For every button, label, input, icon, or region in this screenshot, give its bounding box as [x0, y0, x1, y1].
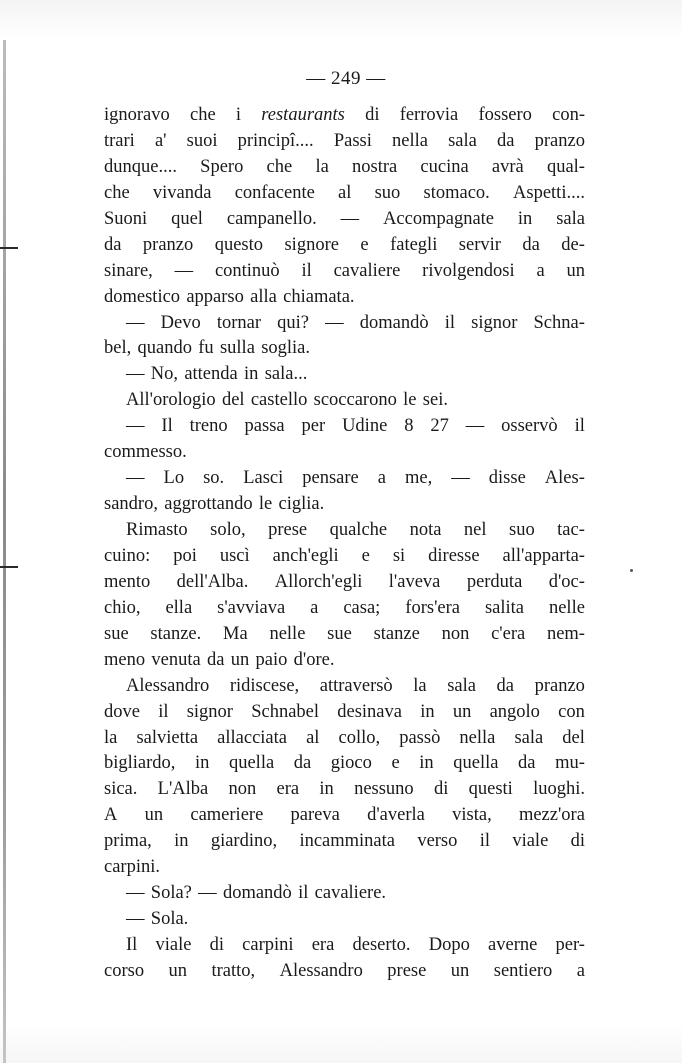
word: castello	[250, 390, 308, 411]
word: un	[168, 960, 188, 981]
word: il	[158, 701, 169, 722]
word: uscì	[219, 545, 250, 566]
word: apparso	[186, 286, 244, 307]
text-line	[104, 544, 585, 570]
word: quella	[453, 753, 499, 774]
word: e	[391, 753, 400, 774]
word: di	[209, 935, 224, 955]
word: prima,	[104, 831, 152, 852]
word: Allorch'egli	[274, 571, 363, 592]
word: sandro,	[104, 494, 158, 515]
word: passò	[399, 727, 441, 748]
word: sentiero	[493, 960, 553, 981]
word: stomaco.	[423, 182, 490, 203]
word: trari	[104, 130, 135, 151]
word: Dopo	[428, 935, 470, 955]
word: ciglia.	[278, 494, 325, 515]
word: salita	[484, 597, 524, 618]
word: suo	[509, 520, 535, 540]
word: Aspetti....	[513, 182, 585, 203]
word: verso	[417, 831, 458, 852]
word: al	[306, 727, 320, 748]
word: all'apparta-	[502, 545, 585, 566]
word: in	[319, 779, 334, 800]
word: in	[244, 364, 259, 385]
word: 27	[430, 416, 449, 437]
word: attenda	[184, 364, 238, 385]
word: passa	[244, 416, 285, 437]
text-line	[104, 959, 585, 985]
word: in	[420, 701, 435, 722]
text-line	[104, 362, 585, 388]
word: non	[441, 623, 470, 644]
word: Udine	[342, 416, 388, 437]
text-line	[104, 492, 585, 518]
word: nelle	[548, 597, 585, 618]
word: collo,	[338, 727, 381, 748]
word: de-	[561, 234, 585, 255]
word: tac-	[557, 520, 585, 540]
word: sala...	[264, 364, 308, 385]
word: per	[301, 416, 326, 437]
word: qualche	[329, 520, 388, 540]
word: cavaliere	[333, 260, 401, 281]
word: sue	[104, 623, 129, 644]
word: restaurants	[261, 105, 345, 125]
word: —	[126, 312, 145, 333]
word: a	[377, 468, 386, 489]
word: a	[310, 597, 319, 618]
word: carpini	[242, 935, 294, 955]
word: cucina	[420, 156, 469, 177]
word: Rimasto	[126, 520, 188, 540]
word: deserto.	[352, 935, 411, 955]
word: cavaliere.	[314, 883, 387, 904]
word: il	[479, 831, 490, 852]
text-line	[104, 336, 585, 362]
word: —	[174, 260, 194, 281]
word: chio,	[104, 597, 141, 618]
word: vista,	[452, 805, 492, 826]
word: qui?	[277, 312, 309, 333]
word: desinava	[337, 701, 402, 722]
word: a	[576, 960, 585, 981]
word: averne	[488, 935, 538, 955]
word: ferrovia	[399, 105, 459, 125]
word: commesso.	[104, 442, 187, 463]
word: continuò	[214, 260, 280, 281]
word: me,	[405, 468, 433, 489]
word: nessuno	[354, 779, 414, 800]
word: domestico	[104, 286, 181, 307]
word: di	[365, 105, 380, 125]
text-line	[104, 648, 585, 674]
word: un	[450, 960, 470, 981]
word: un	[230, 649, 250, 670]
word: perduta	[466, 571, 523, 592]
word: —	[126, 909, 145, 930]
word: d'ore.	[293, 649, 335, 670]
text-line	[104, 466, 585, 492]
text-line	[104, 907, 585, 933]
text-line	[104, 777, 585, 803]
word: quando	[137, 338, 192, 359]
word: Accompagnate	[383, 208, 495, 229]
word: corso	[104, 960, 145, 981]
word: dell'Alba.	[176, 571, 249, 592]
word: casa;	[343, 597, 381, 618]
word: a'	[154, 130, 167, 151]
word: nel	[463, 520, 487, 540]
word: era	[276, 779, 300, 800]
word: da	[518, 753, 536, 774]
text-line	[104, 103, 585, 129]
word: nostra	[352, 156, 398, 177]
word: incamminata	[299, 831, 395, 852]
word: dove	[104, 701, 140, 722]
word: tratto,	[211, 960, 256, 981]
word: Sola?	[150, 883, 192, 904]
word: meno	[104, 649, 146, 670]
word: da	[522, 234, 540, 255]
word: pensare	[302, 468, 359, 489]
text-line	[104, 700, 585, 726]
word: da	[293, 753, 312, 774]
word: al	[338, 182, 352, 203]
word: del	[562, 727, 585, 748]
word: prese	[268, 520, 308, 540]
word: c'era	[491, 623, 526, 644]
word: s'avviava	[217, 597, 286, 618]
word: viale	[512, 831, 549, 852]
word: prese	[387, 960, 427, 981]
word: bigliardo,	[104, 753, 176, 774]
word: fors'era	[405, 597, 460, 618]
word: il	[301, 260, 312, 281]
word: sala	[556, 208, 585, 229]
word: un	[144, 805, 164, 826]
word: quella	[228, 753, 275, 774]
word: cuino:	[104, 545, 151, 566]
word: ridiscese,	[229, 675, 300, 696]
word: Lo	[163, 468, 185, 489]
word: salvietta	[136, 727, 199, 748]
word: aggrottando	[164, 494, 253, 515]
word: pranzo	[534, 675, 585, 696]
word: signor	[186, 701, 233, 722]
word: carpini.	[104, 857, 160, 878]
word: nella	[459, 727, 496, 748]
word: per-	[555, 935, 585, 955]
word: principî....	[237, 130, 314, 151]
word: e	[361, 545, 370, 566]
text-line	[104, 207, 585, 233]
word: dunque....	[104, 156, 177, 177]
word: —	[325, 312, 344, 333]
word: questi	[468, 779, 513, 800]
paper-speck	[630, 569, 633, 572]
word: con-	[552, 105, 585, 125]
word: allacciata	[217, 727, 287, 748]
word: quel	[171, 208, 203, 229]
word: il	[444, 312, 456, 333]
word: da	[206, 649, 225, 670]
word: nem-	[546, 623, 585, 644]
text-line	[104, 285, 585, 311]
word: che	[266, 156, 293, 177]
word: da	[496, 675, 515, 696]
word: in	[174, 831, 189, 852]
word: a	[536, 260, 545, 281]
word: treno	[189, 416, 228, 437]
word: le	[403, 390, 417, 411]
text-line	[104, 414, 585, 440]
word: servir	[458, 234, 501, 255]
word: sica.	[104, 779, 138, 800]
word: All'orologio	[126, 390, 216, 411]
word: d'oc-	[548, 571, 585, 592]
word: A	[104, 805, 118, 826]
word: osservò	[501, 416, 558, 437]
word: sue	[327, 623, 352, 644]
text-line	[104, 181, 585, 207]
text-line	[104, 751, 585, 777]
word: in	[517, 208, 533, 229]
word: il	[298, 883, 309, 904]
word: Passi	[333, 130, 372, 151]
text-line	[104, 570, 585, 596]
word: chiamata.	[283, 286, 355, 307]
word: alla	[250, 286, 277, 307]
word: sulla	[219, 338, 255, 359]
word: disse	[488, 468, 526, 489]
book-spine-edge	[3, 40, 6, 1063]
word: fu	[198, 338, 214, 359]
word: Sola.	[150, 909, 189, 930]
word: Lasci	[243, 468, 284, 489]
word: luoghi.	[533, 779, 585, 800]
word: da	[104, 234, 122, 255]
word: —	[126, 468, 145, 489]
word: di	[433, 779, 449, 800]
word: Devo	[160, 312, 201, 333]
word: tornar	[216, 312, 262, 333]
word: stanze	[373, 623, 420, 644]
word: nella	[392, 130, 428, 151]
word: domandò	[359, 312, 429, 333]
word: No,	[150, 364, 179, 385]
word: soglia.	[261, 338, 311, 359]
word: Il	[161, 416, 173, 437]
word: L'Alba	[157, 779, 209, 800]
word: ignoravo	[104, 105, 170, 125]
word: —	[340, 208, 360, 229]
word: avrà	[491, 156, 524, 177]
spine-mark	[0, 566, 18, 568]
word: Ma	[223, 623, 248, 644]
word: Il	[126, 935, 138, 955]
word: —	[126, 416, 145, 437]
text-line	[104, 726, 585, 752]
text-line	[104, 129, 585, 155]
word: cameriere	[190, 805, 264, 826]
text-line	[104, 596, 585, 622]
word: signor	[471, 312, 518, 333]
text-line	[104, 674, 585, 700]
word: pareva	[290, 805, 340, 826]
word: l'aveva	[388, 571, 441, 592]
spine-mark	[0, 247, 18, 249]
page-number: — 249 —	[306, 68, 386, 89]
word: confacente	[234, 182, 315, 203]
word: attraversò	[319, 675, 393, 696]
word: mezz'ora	[518, 805, 585, 826]
word: angolo	[489, 701, 540, 722]
word: rivolgendosi	[422, 260, 515, 281]
word: sala	[514, 727, 544, 748]
word: venuta	[151, 649, 201, 670]
word: i	[235, 105, 242, 125]
word: Spero	[200, 156, 244, 177]
text-line	[104, 259, 585, 285]
text-line	[104, 233, 585, 259]
word: bel,	[104, 338, 132, 359]
text-line	[104, 855, 585, 881]
text-line	[104, 622, 585, 648]
word: sala	[448, 130, 477, 151]
word: Alessandro	[126, 675, 210, 696]
word: che	[189, 105, 216, 125]
word: stanze.	[150, 623, 202, 644]
word: mu-	[555, 753, 585, 774]
word: con	[558, 701, 585, 722]
word: nota	[409, 520, 442, 540]
word: —	[198, 883, 217, 904]
word: la	[315, 156, 329, 177]
text-line	[104, 803, 585, 829]
word: 8	[404, 416, 414, 437]
text-line	[104, 518, 585, 544]
text-line	[104, 933, 585, 959]
word: da	[497, 130, 515, 151]
text-line	[104, 311, 585, 337]
word: Schna-	[533, 312, 585, 333]
word: un	[566, 260, 585, 281]
word: Ales-	[544, 468, 585, 489]
word: si	[392, 545, 406, 566]
word: fossero	[478, 105, 532, 125]
word: nelle	[269, 623, 306, 644]
word: pranzo	[534, 130, 585, 151]
word: sei.	[422, 390, 448, 411]
word: —	[451, 468, 470, 489]
word: le	[258, 494, 273, 515]
word: so.	[203, 468, 225, 489]
word: del	[221, 390, 245, 411]
word: Alessandro	[279, 960, 363, 981]
word: sala	[447, 675, 476, 696]
word: campanello.	[226, 208, 317, 229]
word: suoi	[186, 130, 218, 151]
word: —	[465, 416, 485, 437]
word: viale	[155, 935, 192, 955]
word: era	[311, 935, 335, 955]
word: sinare,	[104, 260, 153, 281]
text-line	[104, 440, 585, 466]
word: —	[126, 364, 145, 385]
word: Schnabel	[251, 701, 320, 722]
word: non	[228, 779, 257, 800]
word: in	[195, 753, 210, 774]
word: gioco	[330, 753, 372, 774]
word: diresse	[428, 545, 480, 566]
word: signore	[284, 234, 339, 255]
word: Suoni	[104, 208, 148, 229]
word: la	[413, 675, 427, 696]
word: scoccarono	[313, 390, 397, 411]
word: d'averla	[367, 805, 425, 826]
word: suo	[374, 182, 401, 203]
word: poi	[173, 545, 197, 566]
word: pranzo	[142, 234, 194, 255]
word: mento	[104, 571, 151, 592]
word: che	[104, 182, 130, 203]
word: domandò	[222, 883, 292, 904]
word: questo	[214, 234, 264, 255]
text-line	[104, 155, 585, 181]
text-line	[104, 829, 585, 855]
text-line	[104, 881, 585, 907]
word: qual-	[546, 156, 585, 177]
word: paio	[255, 649, 288, 670]
word: di	[570, 831, 585, 852]
word: il	[574, 416, 585, 437]
word: la	[104, 727, 118, 748]
text-line	[104, 388, 585, 414]
word: fategli	[390, 234, 438, 255]
word: giardino,	[210, 831, 278, 852]
word: in	[419, 753, 434, 774]
word: e	[360, 234, 369, 255]
word: —	[126, 883, 145, 904]
body-text	[104, 103, 585, 985]
word: solo,	[210, 520, 246, 540]
word: anch'egli	[272, 545, 339, 566]
word: ella	[165, 597, 193, 618]
word: un	[452, 701, 472, 722]
word: vivanda	[152, 182, 212, 203]
